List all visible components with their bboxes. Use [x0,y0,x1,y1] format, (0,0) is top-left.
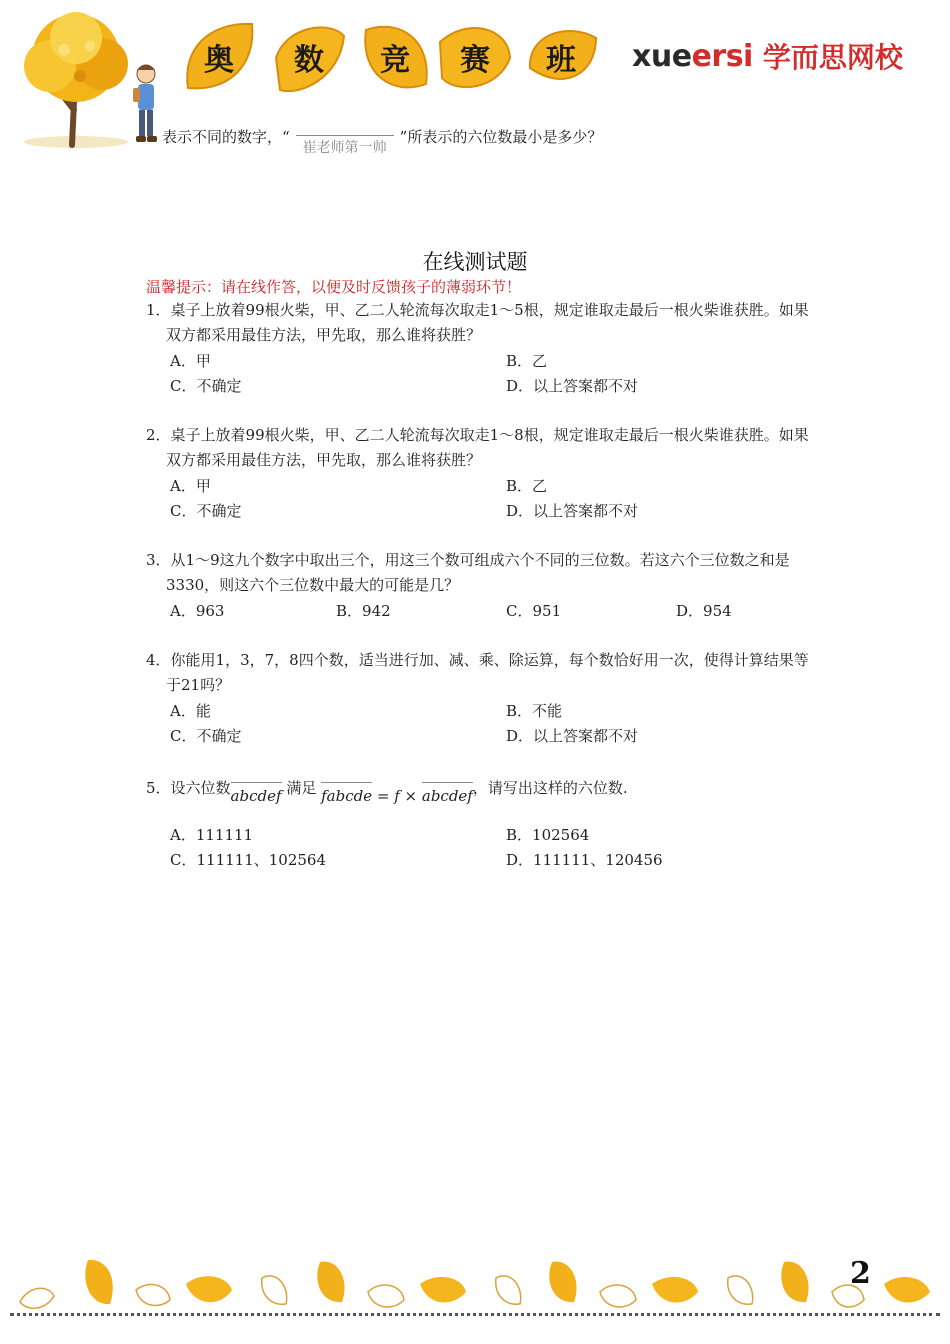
option-c[interactable]: C．111111、102564 [170,851,326,869]
intro-line [162,126,603,156]
option-b[interactable]: B．乙 [506,477,548,495]
leaf-icon [652,1277,698,1302]
leaf-icon [728,1276,753,1304]
leaf-icon [496,1276,521,1304]
xueersi-logo [632,36,903,76]
logo-latin-part-b: ersi [691,38,753,74]
option-b[interactable]: B．942 [336,602,391,620]
option-c[interactable]: C．不确定 [170,502,242,520]
question-1 [146,298,816,348]
autumn-tree-illustration [18,10,133,150]
option-a[interactable]: A．甲 [170,477,211,495]
math-fabcde: fabcde [321,782,372,809]
title-char: 赛 [460,43,490,78]
dotted-divider [10,1313,940,1316]
leaf-icon [420,1277,466,1302]
question-4 [146,648,816,698]
option-c[interactable]: C．951 [506,602,562,620]
leaf-icon [600,1285,636,1307]
leaf-icon [136,1285,170,1306]
title-leaf-5 [522,18,600,96]
option-c[interactable]: C．不确定 [170,727,242,745]
question-2 [146,423,816,473]
option-d[interactable]: D．111111、120456 [506,851,663,869]
option-a[interactable]: A．能 [170,702,211,720]
leaf-icon [884,1277,930,1302]
title-leaf-1 [180,18,258,96]
logo-latin-part-a: xue [632,38,692,74]
title-char: 竞 [380,43,410,78]
title-leaf-3 [356,18,434,96]
math-abcdef-2: abcdef [422,782,473,809]
option-a[interactable]: A．963 [170,602,225,620]
leaf-icon [781,1262,808,1303]
math-abcdef: abcdef [231,782,282,809]
logo-chinese: 学而思网校 [762,41,903,74]
leaf-icon [549,1262,576,1303]
option-a[interactable]: A．111111 [170,826,254,844]
intro-text-b: ”所表示的六位数最小是多少？ [399,128,603,146]
option-b[interactable]: B．102564 [506,826,590,844]
option-a[interactable]: A．甲 [170,352,211,370]
question-stem: 4．你能用1，3，7，8四个数，适当进行加、减、乘、除运算，每个数恰好用一次，使得计算结果等于21吗？ [146,651,809,694]
intro-text-a: 表示不同的数字，“ [162,128,290,146]
title-leaf-2 [270,18,348,96]
leaf-icon [317,1262,344,1303]
option-b[interactable]: B．不能 [506,702,563,720]
question-5 [146,774,816,805]
leaf-icon [20,1288,54,1308]
leaf-icon [85,1260,113,1304]
title-char: 数 [294,43,324,78]
title-leaf-4 [436,18,514,96]
option-d[interactable]: D．以上答案都不对 [506,727,639,745]
page-number: 2 [850,1256,871,1291]
question-stem-a: 5．设六位数 [146,779,231,797]
leaf-icon [368,1285,404,1307]
option-c[interactable]: C．不确定 [170,377,242,395]
intro-watermark: 崔老师第一帅 [296,135,394,157]
question-3 [146,548,816,598]
question-stem: 2．桌子上放着99根火柴，甲、乙二人轮流每次取走1～8根，规定谁取走最后一根火柴谁获胜。如果双方都采用最佳方法，甲先取，那么谁将获胜？ [146,426,809,469]
boy-illustration [128,60,164,150]
leaf-border-footer [0,1250,950,1344]
option-d[interactable]: D．954 [676,602,732,620]
math-operator: = f × [372,787,418,805]
question-stem: 1．桌子上放着99根火柴，甲、乙二人轮流每次取走1～5根，规定谁取走最后一根火柴谁获胜。如果双方都采用最佳方法，甲先取，那么谁将获胜？ [146,301,809,344]
tip-text: 温馨提示：请在线作答，以便及时反馈孩子的薄弱环节！ [146,278,522,296]
question-stem: 3．从1～9这九个数字中取出三个，用这三个数可组成六个不同的三位数。若这六个三位数之和是3330，则这六个三位数中最大的可能是几？ [146,551,790,594]
leaf-icon [262,1276,287,1304]
leaf-icon [186,1276,232,1302]
question-stem-b: 满足 [286,779,317,797]
logo-latin [632,39,753,74]
page-title: 在线测试题 [422,250,528,274]
option-b[interactable]: B．乙 [506,352,548,370]
title-char: 奥 [204,43,234,78]
question-stem-c: ，请写出这样的六位数. [472,779,628,797]
option-d[interactable]: D．以上答案都不对 [506,377,639,395]
option-d[interactable]: D．以上答案都不对 [506,502,639,520]
title-char: 班 [546,43,576,78]
